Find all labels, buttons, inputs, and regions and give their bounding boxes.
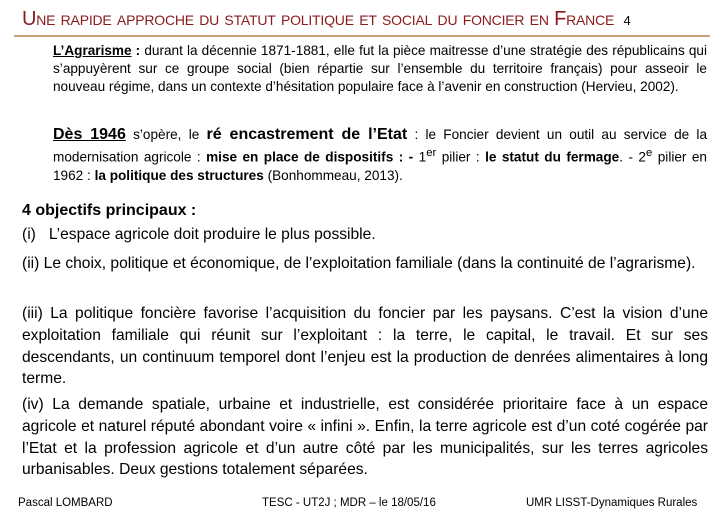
reenc-text-5: . - 2 [619, 149, 646, 165]
slide-title-text: Une rapide approche du statut politique et social du foncier en France [22, 8, 615, 30]
slide-number: 4 [623, 13, 631, 28]
agrarisme-paragraph [53, 42, 707, 97]
reenc-text-1: s’opère, le [125, 127, 207, 142]
objective-item-i: (i) L’espace agricole doit produire le plus possible. [22, 226, 376, 243]
politique-structures-term: la politique des structures [94, 168, 264, 184]
slide-title [22, 8, 712, 31]
footer-author: Pascal LOMBARD [18, 497, 113, 509]
agrarisme-term: L’Agrarisme [53, 43, 132, 58]
statut-fermage-term: le statut du fermage [485, 149, 620, 165]
dispositifs-term: mise en place de dispositifs : - [206, 149, 414, 165]
title-divider [14, 35, 710, 37]
agrarisme-text: durant la décennie 1871-1881, elle fut la pièce maitresse d’une stratégie des républicains qui s’appuyèrent sur ce groupe social (bien répartie sur l’ensemble du territoire français) pour asseoir le nouveau régime, dans un contexte d’hésitation populaire face à l’avenir en construction (Hervieu, 2002). [53, 43, 707, 95]
reenc-text-6: pilier en 1962 : [53, 149, 707, 184]
objectives-heading: 4 objectifs principaux : [22, 202, 197, 219]
sup-er: er [426, 147, 437, 160]
reencastrement-paragraph [53, 126, 707, 186]
footer-right: UMR LISST-Dynamiques Rurales [526, 497, 698, 509]
reenc-text-7: (Bonhommeau, 2013). [263, 168, 403, 184]
objective-item-iii: (iii) La politique foncière favorise l’acquisition du foncier par les paysans. C’est la vision d’une exploitation familiale qui réunit sur l’exploitant : la terre, le capital, le travail. Et sur ses descendants, un continuum temporel dont l’enjeu est la production de denrées alimentaires à long terme. [22, 305, 708, 388]
footer-center: TESC - UT2J ; MDR – le 18/05/16 [262, 497, 436, 509]
reenc-text-3: 1 [413, 149, 427, 165]
objective-item-ii: (ii) Le choix, politique et économique, de l’exploitation familiale (dans la continuité de l’agrarisme). [22, 255, 696, 272]
reenc-text-4: pilier : [436, 149, 486, 165]
sup-e: e [645, 147, 653, 160]
reencastrement-term: ré encastrement de l’Etat [206, 126, 408, 143]
objective-item-iv: (iv) La demande spatiale, urbaine et industrielle, est considérée prioritaire face à un espace agricole et naturel réputé abondant voire « infini ». Enfin, la terre agricole est d’un coté cogérée par l’Etat et la profession agricole et d’un autre côté par les municipalités, sur les terres agricoles urbanisables. Deux gestions totalement séparées. [22, 396, 708, 479]
reenc-text-2: : le Foncier devient un outil au service de la modernisation agricole : [53, 127, 708, 165]
agrarisme-colon: : [131, 43, 141, 58]
date-1946: Dès 1946 [53, 126, 126, 143]
